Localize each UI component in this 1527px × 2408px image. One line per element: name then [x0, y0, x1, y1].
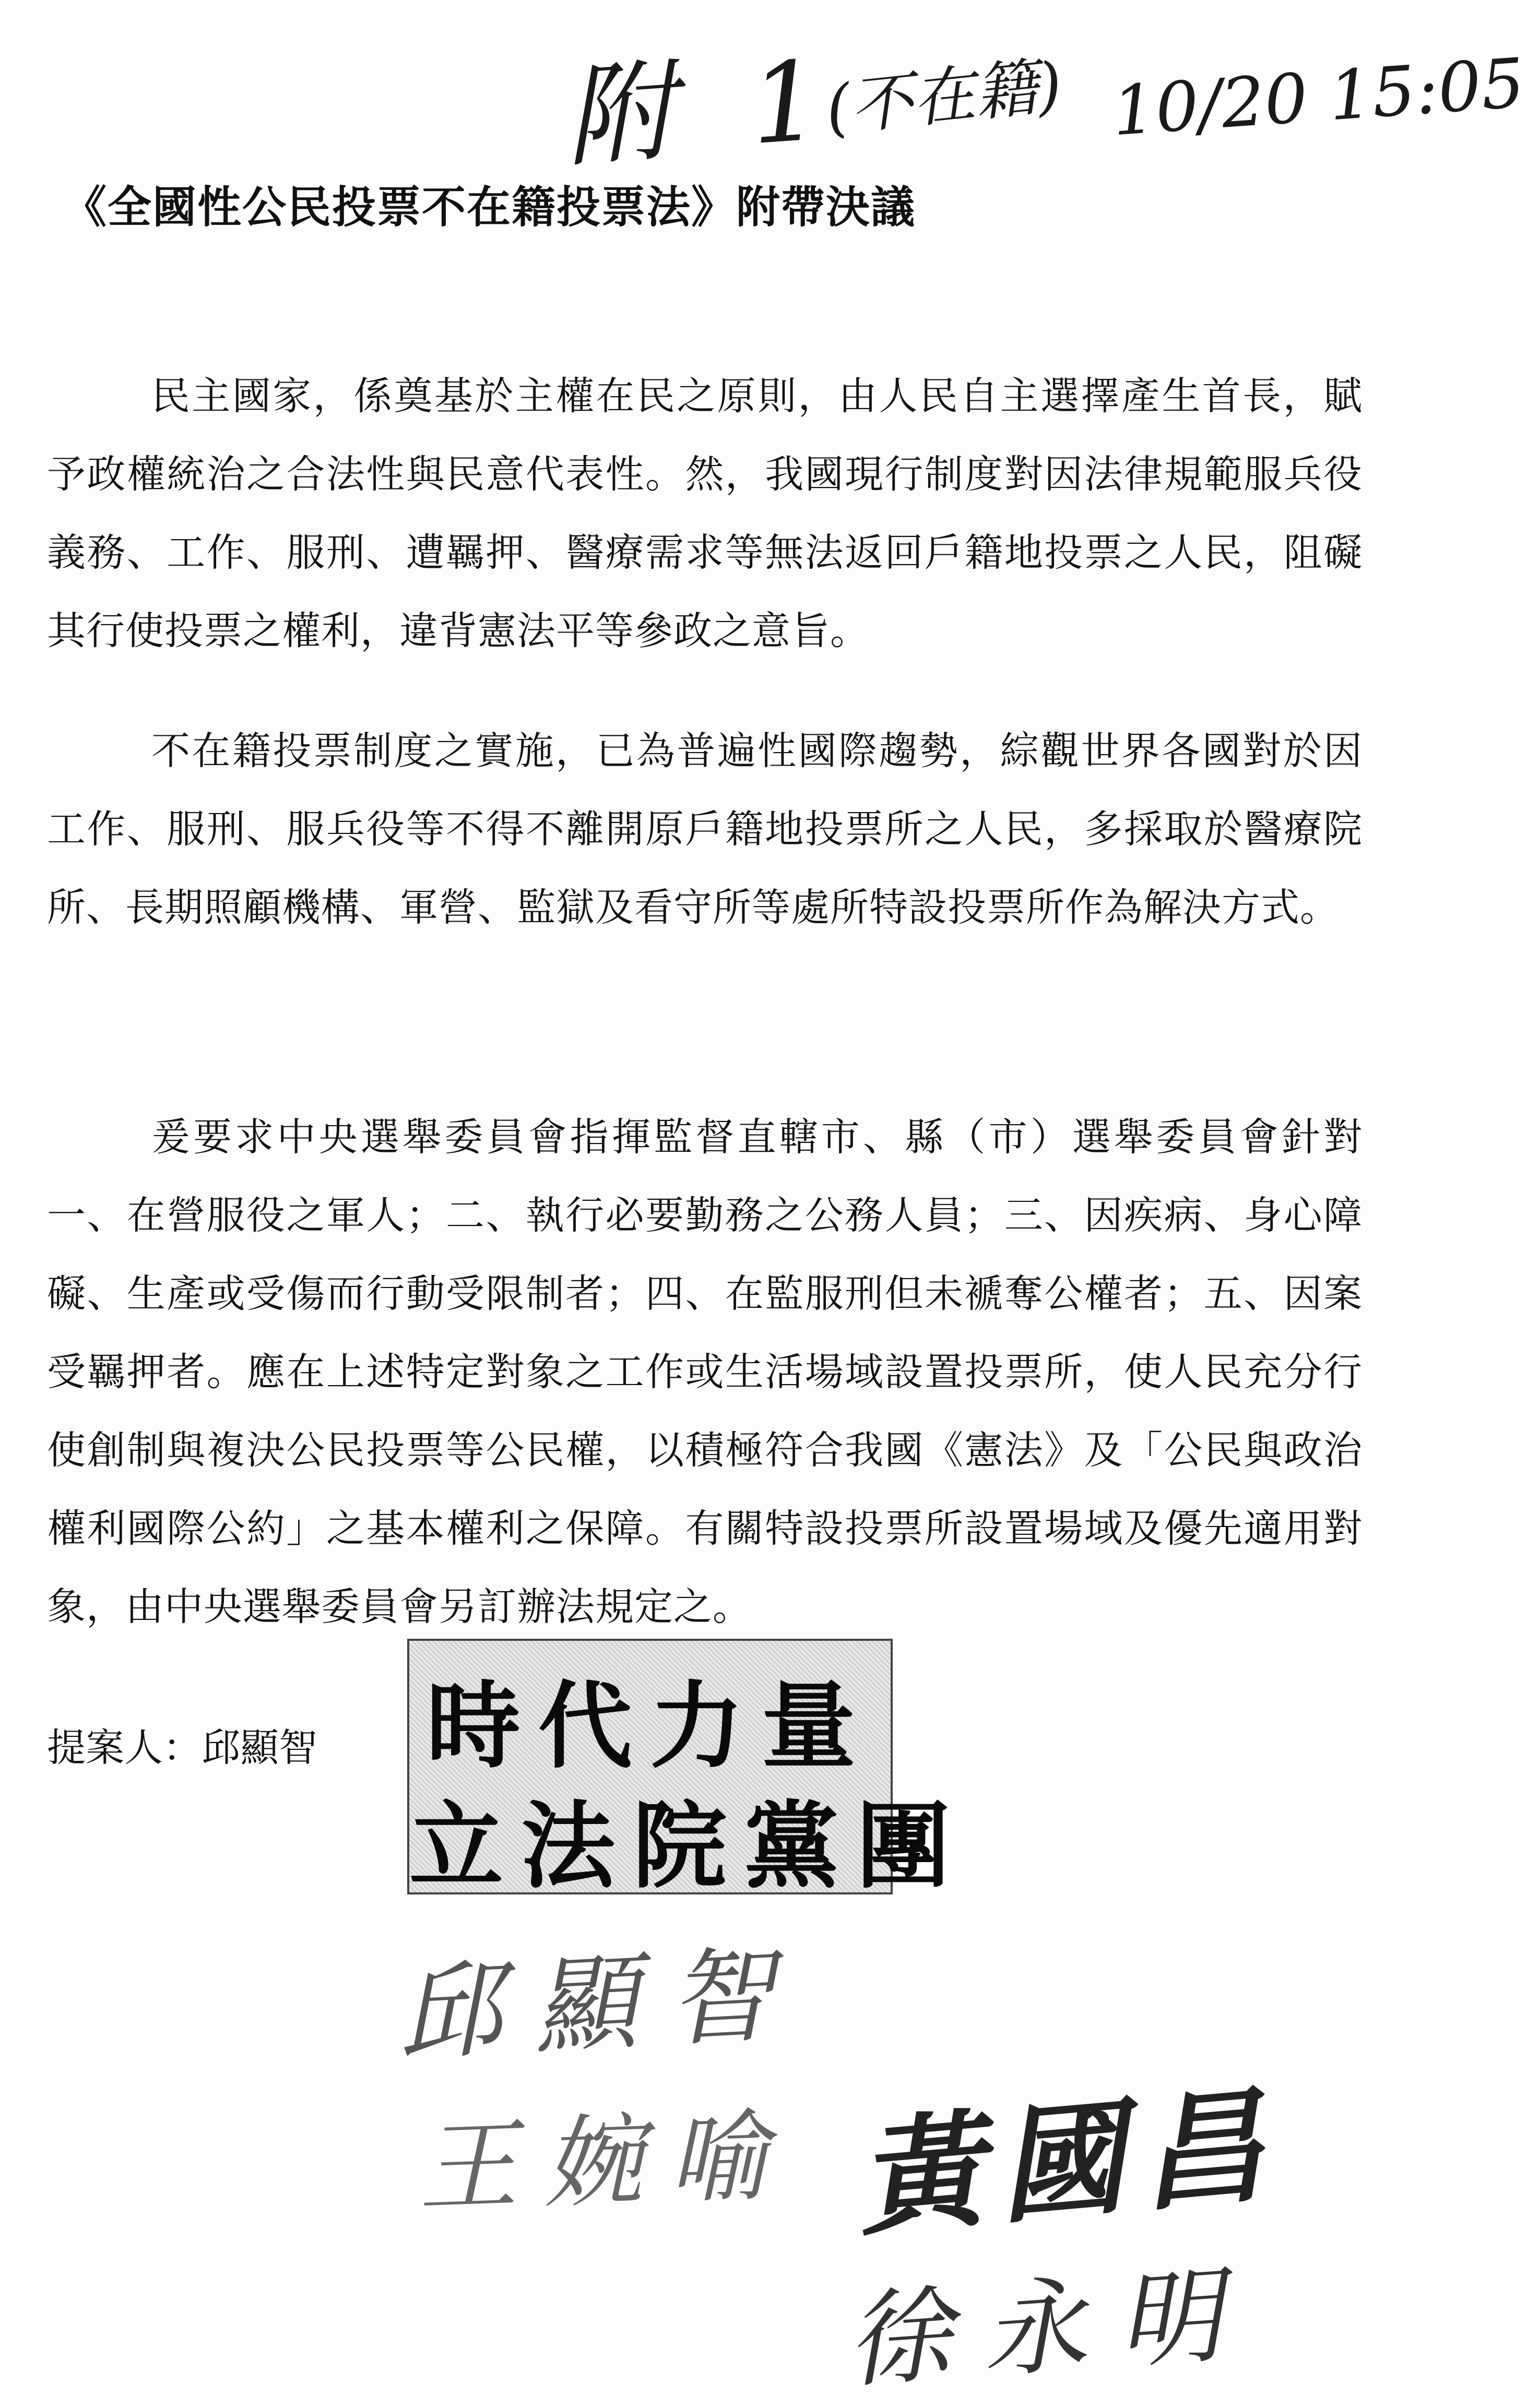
proposer-label: 提案人：邱顯智 [47, 1725, 317, 1770]
signature-2: 王婉喻 [416, 2097, 796, 2226]
signature-3: 黃國昌 [851, 2070, 1286, 2254]
attachment-mark: 附 1 [560, 35, 846, 183]
party-stamp [407, 1639, 968, 1901]
signature-4: 徐永明 [843, 2253, 1258, 2403]
paragraph-2: 不在籍投票制度之實施，已為普遍性國際趨勢，綜觀世界各國對於因工作、服刑、服兵役等不得不離開原戶籍地投票所之人民，多採取於醫療院所、長期照顧機構、軍營、監獄及看守所等處所特設投票所作為解決方式。 [47, 729, 1363, 930]
signature-1: 邱顯智 [394, 1933, 808, 2076]
handwritten-date: 10/20 15:05 [1109, 43, 1527, 151]
document-title: 《全國性公民投票不在籍投票法》附帶決議 [63, 182, 916, 233]
paragraph-3: 爰要求中央選舉委員會指揮監督直轄市、縣（市）選舉委員會針對一、在營服役之軍人；二、執行必要勤務之公務人員；三、因疾病、身心障礙、生產或受傷而行動受限制者；四、在監服刑但未褫奪公權者；五、因案受羈押者。應在上述特定對象之工作或生活場域設置投票所，使人民充分行使創制與複決公民投票等公民權，以積極符合我國《憲法》及「公民與政治權利國際公約」之基本權利之保障。有關特設投票所設置場域及優先適用對象，由中央選舉委員會另訂辦法規定之。 [47, 1115, 1363, 1629]
handwritten-header [560, 10, 1527, 183]
paragraph-1: 民主國家，係奠基於主權在民之原則，由人民自主選擇產生首長，賦予政權統治之合法性與民意代表性。然，我國現行制度對因法律規範服兵役義務、工作、服刑、遭羈押、醫療需求等無法返回戶籍地投票之人民，阻礙其行使投票之權利，違背憲法平等參政之意旨。 [47, 374, 1363, 653]
handwritten-note: (不在籍) [822, 49, 1066, 146]
stamp-line-2: 立法院黨團 [409, 1791, 968, 1901]
stamp-line-1: 時代力量 [426, 1671, 873, 1781]
